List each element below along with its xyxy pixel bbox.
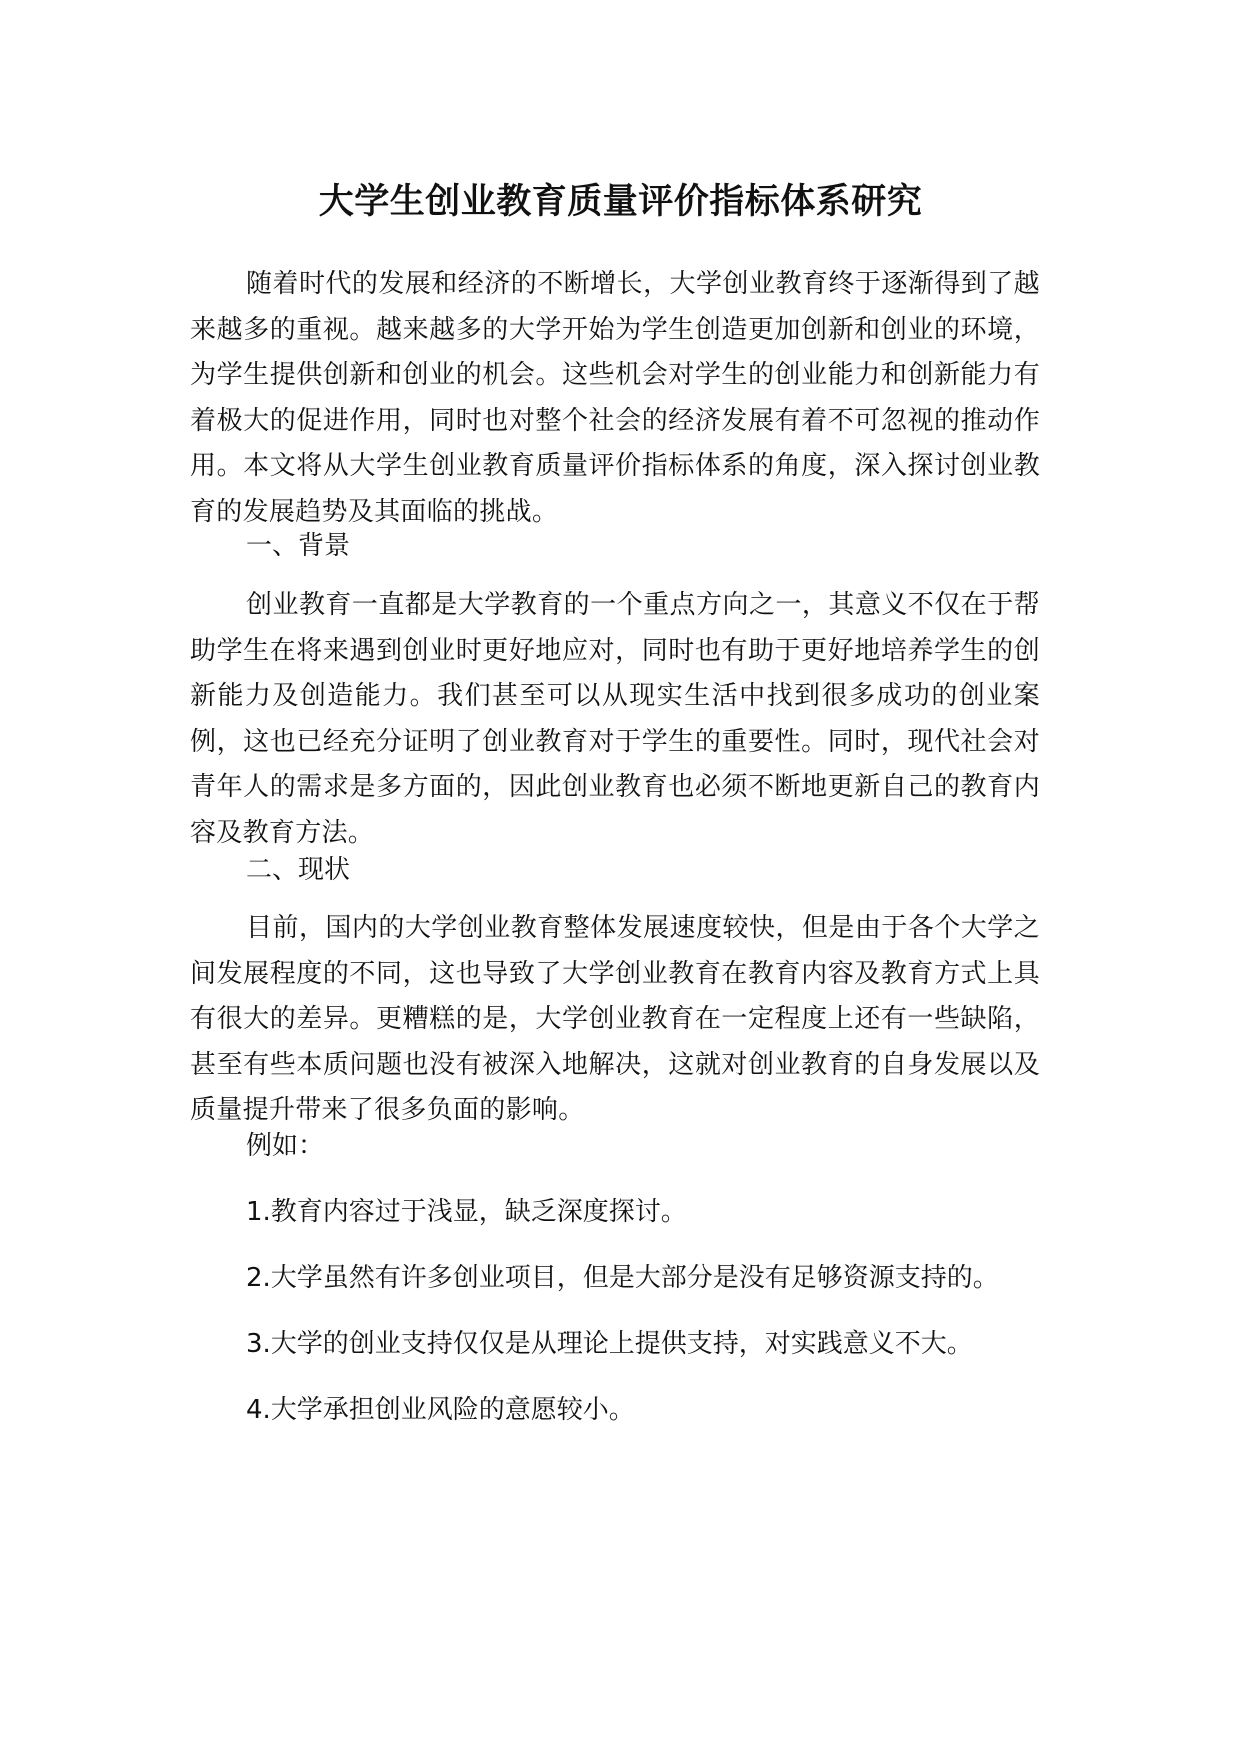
list-item: 1.教育内容过于浅显，缺乏深度探讨。 — [246, 1197, 687, 1227]
status-paragraph: 目前，国内的大学创业教育整体发展速度较快，但是由于各个大学之间发展程度的不同，这也导致了大学创业教育在教育内容及教育方式上具有很大的差异。更糟糕的是，大学创业教育在一定程度上还有一些缺陷，甚至有些本质问题也没有被深入地解决，这就对创业教育的自身发展以及质量提升带来了很多负面的影响。 — [190, 913, 1040, 1125]
background-paragraph: 创业教育一直都是大学教育的一个重点方向之一，其意义不仅在于帮助学生在将来遇到创业时更好地应对，同时也有助于更好地培养学生的创新能力及创造能力。我们甚至可以从现实生活中找到很多成功的创业案例，这也已经充分证明了创业教育对于学生的重要性。同时，现代社会对青年人的需求是多方面的，因此创业教育也必须不断地更新自己的教育内容及教育方法。 — [190, 590, 1040, 848]
section-heading-status: 二、现状 — [246, 855, 351, 885]
section-heading-background: 一、背景 — [246, 531, 351, 561]
document-title: 大学生创业教育质量评价指标体系研究 — [318, 182, 923, 222]
list-item: 2.大学虽然有许多创业项目，但是大部分是没有足够资源支持的。 — [246, 1263, 999, 1293]
list-item: 3.大学的创业支持仅仅是从理论上提供支持，对实践意义不大。 — [246, 1329, 973, 1359]
intro-paragraph: 随着时代的发展和经济的不断增长，大学创业教育终于逐渐得到了越来越多的重视。越来越多的大学开始为学生创造更加创新和创业的环境，为学生提供创新和创业的机会。这些机会对学生的创业能力和创新能力有着极大的促进作用，同时也对整个社会的经济发展有着不可忽视的推动作用。本文将从大学生创业教育质量评价指标体系的角度，深入探讨创业教育的发展趋势及其面临的挑战。 — [190, 269, 1040, 527]
example-label: 例如： — [246, 1131, 325, 1161]
list-item: 4.大学承担创业风险的意愿较小。 — [246, 1395, 635, 1425]
